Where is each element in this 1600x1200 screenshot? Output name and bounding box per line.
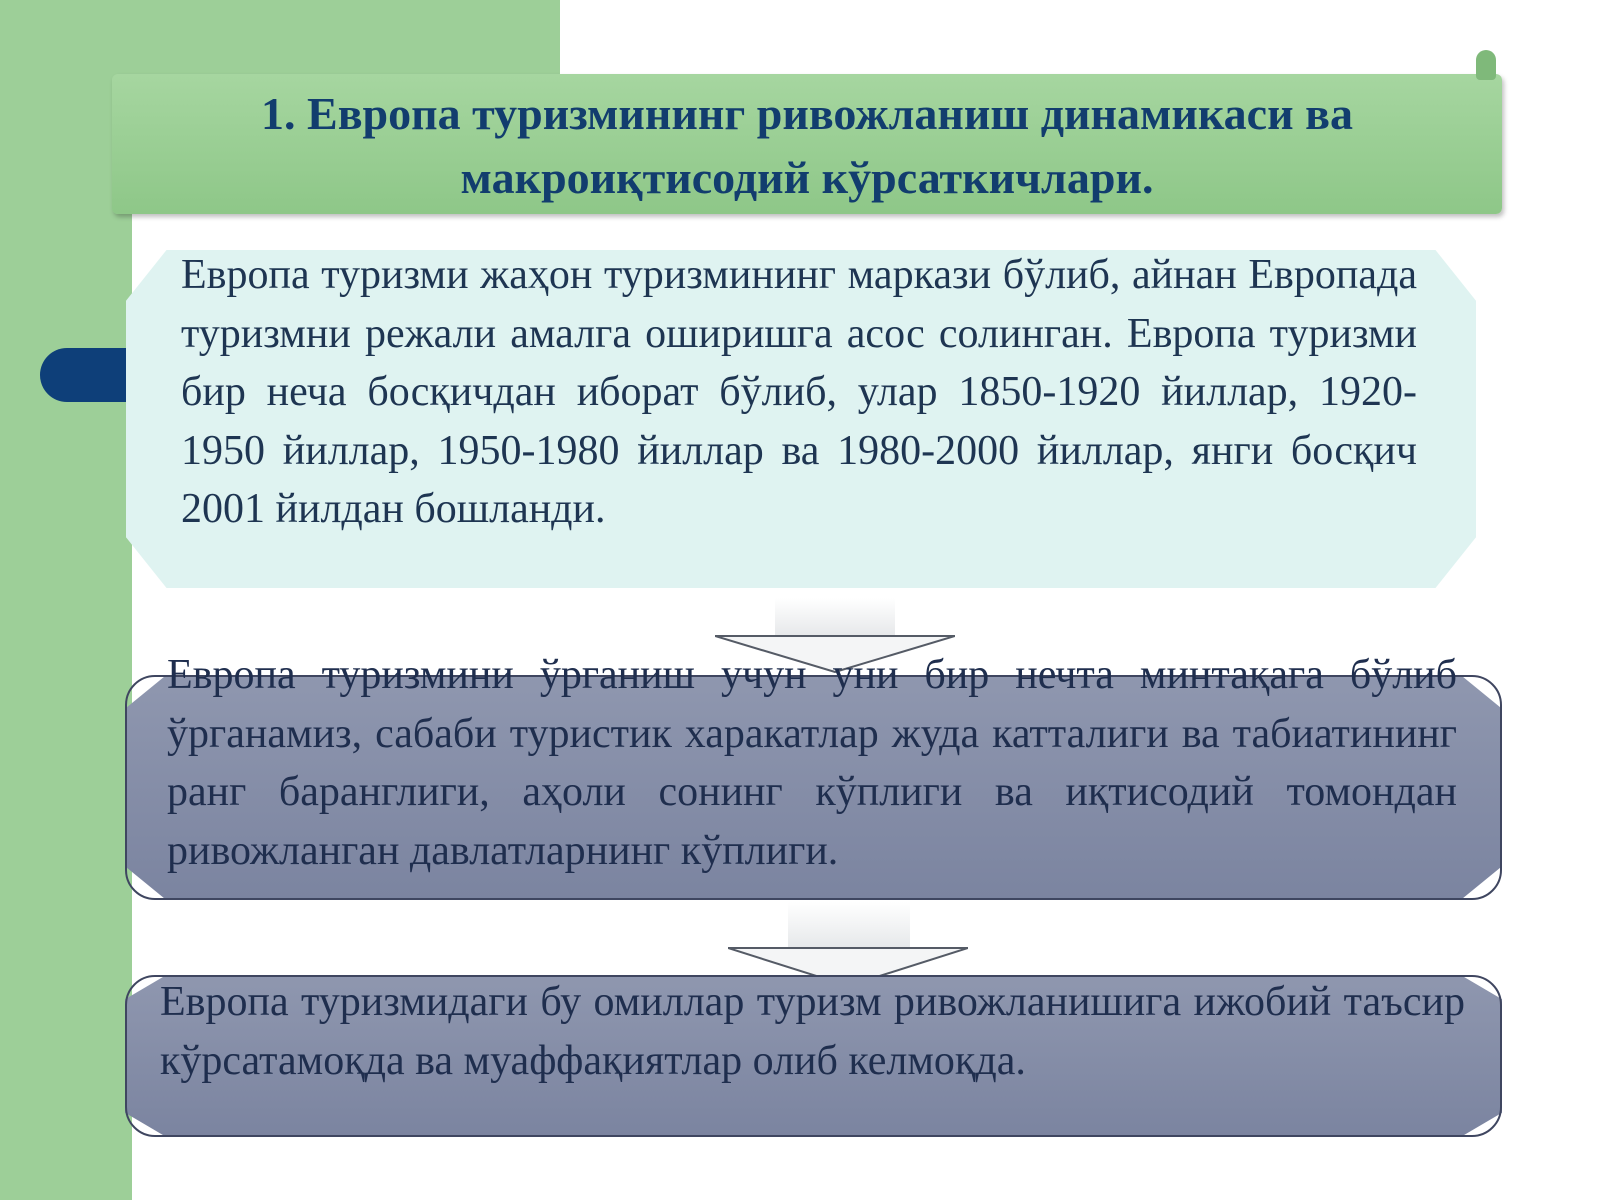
title-line-2: макроиқтисодий кўрсаткичлари. — [460, 152, 1154, 203]
paragraph-2: Европа туризмини ўрганиш учун уни бир нечта минтақага бўлиб ўрганамиз, сабаби туристик харакатлар жуда катталиги ва табиатининг ранг баранглиги, аҳоли сонинг кўплиги ва иқтисодий томондан ривожланган давлатларнинг кўплиги. — [167, 652, 1457, 874]
top-green-band — [132, 0, 560, 74]
paragraph-1: Европа туризми жаҳон туризмининг маркази бўлиб, айнан Европада туризмни режали амалга оширишга асос солинган. Европа туризми бир неча босқичдан иборат бўлиб, улар 1850-1920 йиллар, 1920-1950 йиллар, 1950-1980 йиллар ва 1980-2000 йиллар, янги босқич 2001 йилдан бошланди. — [181, 252, 1417, 532]
paragraph-3: Европа туризмидаги бу омиллар туризм ривожланишига ижобий таъсир кўрсатамоқда ва муаффақиятлар олиб келмоқда. — [160, 979, 1465, 1084]
slide-title — [112, 82, 1502, 210]
title-line-1: 1. Европа туризмининг ривожланиш динамикаси ва — [261, 88, 1353, 139]
scroll-curl-decoration — [1476, 50, 1496, 80]
